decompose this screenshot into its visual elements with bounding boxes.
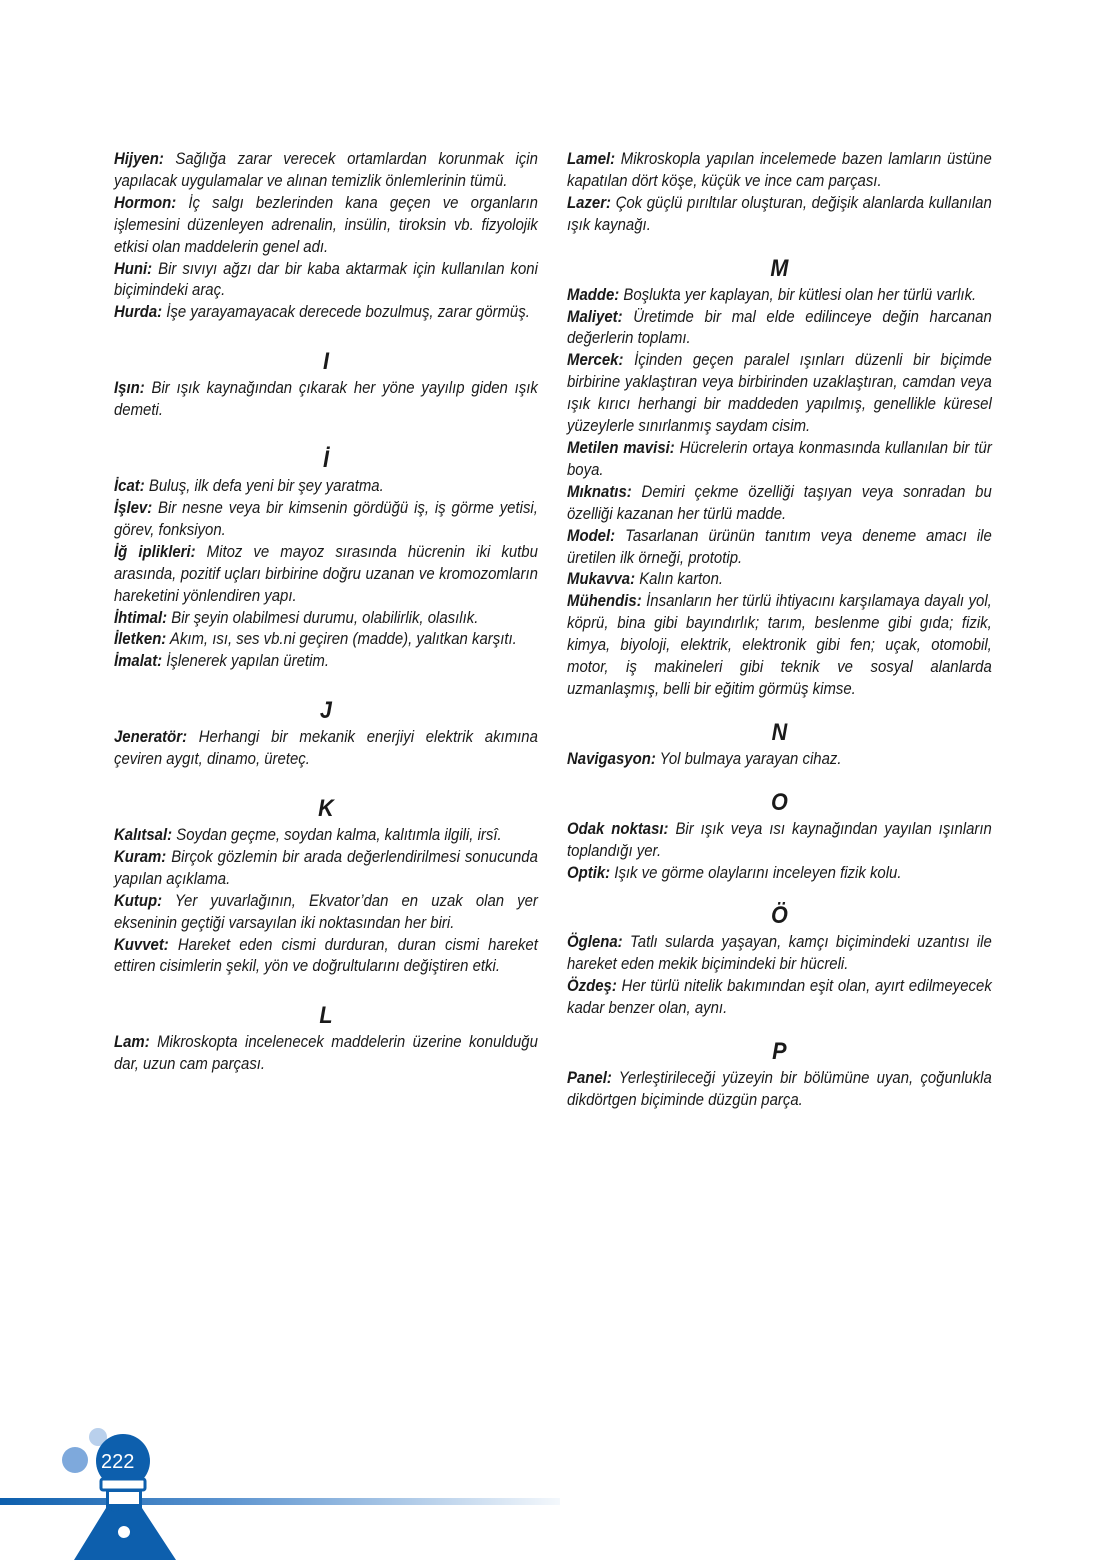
glossary-definition: İnsanların her türlü ihtiyacını karşılamaya dayalı yol, köprü, bina gibi bayındırlık; tarım, beslenme gibi gıda; fizik, kimya, biyoloji, elektrik, elektronik gibi fen; uçak, otomobil, motor, iş makineleri gibi teknik ve sosyal alanlarda uzmanlaşmış, belli bir eğitim görmüş kimse. (567, 591, 992, 698)
glossary-term: Huni: (114, 258, 153, 278)
glossary-definition: Tasarlanan ürünün tanıtım veya deneme amacı ile üretilen ilk örneği, prototip. (567, 525, 992, 567)
glossary-entry (114, 1031, 538, 1075)
glossary-entry (567, 1067, 992, 1111)
glossary-definition: Kalın karton. (635, 569, 724, 589)
glossary-definition: Bir nesne veya bir kimsenin gördüğü iş, iş görme yetisi, görev, fonksiyon. (114, 497, 538, 539)
glossary-definition: Bir sıvıyı ağzı dar bir kaba aktarmak için kullanılan koni biçimindeki araç. (114, 258, 538, 300)
glossary-term: Panel: (567, 1068, 612, 1088)
glossary-term: Kalıtsal: (114, 825, 173, 845)
glossary-entry (567, 590, 992, 700)
glossary-definition: Bir ışık veya ısı kaynağından yayılan ışınların toplandığı yer. (567, 818, 992, 860)
glossary-term: İcat: (114, 476, 145, 496)
glossary-entry (567, 284, 992, 306)
glossary-entry (567, 862, 992, 884)
glossary-definition: Boşlukta yer kaplayan, bir kütlesi olan her türlü varlık. (619, 284, 977, 304)
glossary-term: İmalat: (114, 651, 163, 671)
glossary-term: Metilen mavisi: (567, 437, 675, 457)
glossary-entry (567, 818, 992, 862)
glossary-definition: İşe yarayamayacak derecede bozulmuş, zarar görmüş. (162, 302, 530, 322)
section-letter: J (319, 697, 332, 725)
glossary-definition: Buluş, ilk defa yeni bir şey yaratma. (144, 476, 384, 496)
glossary-definition: Demiri çekme özelliği taşıyan veya sonradan bu özelliği kazanan her türlü madde. (567, 481, 992, 523)
glossary-entry (114, 934, 538, 978)
glossary-entry (114, 607, 538, 629)
glossary-definition: Bir ışık kaynağından çıkarak her yöne yayılıp giden ışık demeti. (114, 378, 538, 420)
glossary-definition: Mitoz ve mayoz sırasında hücrenin iki kutbu arasında, pozitif uçları birbirine doğru uzanan ve kromozomların hareketini yönlendiren yapı. (114, 541, 538, 605)
flask-decoration-icon (0, 1420, 200, 1560)
section-letter: I (322, 348, 329, 376)
glossary-term: Madde: (567, 284, 620, 304)
glossary-definition: Üretimde bir mal elde edilinceye değin harcanan değerlerin toplamı. (567, 306, 992, 348)
glossary-entry (114, 541, 538, 607)
glossary-term: Optik: (567, 862, 611, 882)
page-number: 222 (101, 1451, 135, 1473)
glossary-entry (114, 377, 538, 421)
glossary-term: İhtimal: (114, 607, 168, 627)
glossary-entry (567, 437, 992, 481)
glossary-term: Maliyet: (567, 306, 623, 326)
section-letter: L (319, 1002, 333, 1030)
glossary-definition: Tatlı sularda yaşayan, kamçı biçimindeki uzantısı ile hareket eden mekik biçimindeki bir hücreli. (567, 932, 992, 974)
glossary-entry (567, 481, 992, 525)
glossary-definition: Akım, ısı, ses vb.ni geçiren (madde), yalıtkan karşıtı. (166, 629, 517, 649)
glossary-term: Lazer: (567, 192, 611, 212)
glossary-term: Hormon: (114, 192, 177, 212)
glossary-entry (114, 824, 538, 846)
glossary-definition: Bir şeyin olabilmesi durumu, olabilirlik, olasılık. (167, 607, 479, 627)
glossary-entry (567, 568, 992, 590)
glossary-term: İletken: (114, 629, 167, 649)
glossary-entry (567, 748, 992, 770)
glossary-definition: İç salgı bezlerinden kana geçen ve organların işlemesini düzenleyen adrenalin, insülin, tiroksin vb. fizyolojik etkisi olan maddelerin genel adı. (114, 192, 538, 256)
glossary-definition: Yol bulmaya yarayan cihaz. (655, 748, 842, 768)
section-letter: M (770, 254, 789, 282)
glossary-entry (114, 628, 538, 650)
glossary-term: Işın: (114, 378, 145, 398)
glossary-definition: Mikroskopla yapılan incelemede bazen lamların üstüne kapatılan dört köşe, küçük ve ince cam parçası. (567, 149, 992, 190)
glossary-term: Kutup: (114, 890, 163, 910)
glossary-term: İğ iplikleri: (114, 541, 196, 561)
glossary-entry (114, 301, 538, 323)
glossary-definition: Soydan geçme, soydan kalma, kalıtımla ilgili, irsî. (172, 825, 502, 845)
glossary-entry (114, 258, 538, 302)
glossary-term: Kuvvet: (114, 934, 169, 954)
section-letter: P (772, 1038, 787, 1066)
glossary-definition: Mikroskopta incelenecek maddelerin üzerine konulduğu dar, uzun cam parçası. (114, 1032, 538, 1074)
glossary-entry (114, 192, 538, 258)
glossary-term: Mercek: (567, 350, 624, 370)
glossary-term: Model: (567, 525, 616, 545)
glossary-definition: Hareket eden cismi durduran, duran cismi hareket ettiren cisimlerin şekil, yön ve doğrultularını değiştiren etki. (114, 934, 538, 976)
section-letter: Ö (770, 902, 788, 930)
glossary-definition: Herhangi bir mekanik enerjiyi elektrik akımına çeviren aygıt, dinamo, üreteç. (114, 727, 538, 769)
section-letter: O (770, 788, 788, 816)
glossary-term: Özdeş: (567, 976, 617, 996)
glossary-definition: Çok güçlü pırıltılar oluşturan, değişik alanlarda kullanılan ışık kaynağı. (567, 192, 992, 234)
glossary-term: Odak noktası: (567, 818, 669, 838)
glossary-definition: İşlenerek yapılan üretim. (162, 651, 329, 671)
section-letter: İ (322, 446, 329, 474)
glossary-term: İşlev: (114, 497, 153, 517)
glossary-term: Mıknatıs: (567, 481, 632, 501)
glossary-entry (114, 148, 538, 192)
glossary-entry (114, 475, 538, 497)
section-letter: N (771, 718, 788, 746)
glossary-entry (114, 890, 538, 934)
glossary-term: Hijyen: (114, 149, 164, 168)
glossary-definition: Hücrelerin ortaya konmasında kullanılan bir tür boya. (567, 437, 992, 479)
glossary-term: Jeneratör: (114, 727, 188, 747)
glossary-entry (567, 349, 992, 437)
glossary-term: Mukavva: (567, 569, 636, 589)
glossary-entry (114, 726, 538, 770)
glossary-entry (114, 497, 538, 541)
glossary-entry (567, 148, 992, 192)
glossary-definition: Sağlığa zarar verecek ortamlardan korunmak için yapılacak uygulamalar ve alınan temizlik önlemlerinin tümü. (114, 149, 538, 190)
glossary-definition: Birçok gözlemin bir arada değerlendirilmesi sonucunda yapılan açıklama. (114, 846, 538, 888)
glossary-entry (567, 192, 992, 236)
glossary-entry (567, 525, 992, 569)
glossary-definition: Yerleştirileceği yüzeyin bir bölümüne uyan, çoğunlukla dikdörtgen biçiminde düzgün parça. (567, 1068, 992, 1109)
glossary-definition: Her türlü nitelik bakımından eşit olan, ayırt edilmeyecek kadar benzer olan, aynı. (567, 976, 992, 1018)
glossary-term: Mühendis: (567, 591, 642, 611)
glossary-entry (114, 846, 538, 890)
glossary-term: Kuram: (114, 846, 167, 866)
glossary-entry (114, 650, 538, 672)
glossary-term: Öglena: (567, 932, 623, 952)
left-column (114, 148, 538, 1075)
glossary-term: Navigasyon: (567, 748, 656, 768)
glossary-term: Lamel: (567, 149, 616, 168)
glossary-term: Lam: (114, 1032, 150, 1052)
glossary-entry (567, 306, 992, 350)
glossary-entry (567, 931, 992, 975)
glossary-definition: Yer yuvarlağının, Ekvator’dan en uzak olan yer ekseninin geçtiği varsayılan iki noktasından her biri. (114, 890, 538, 932)
glossary-definition: İçinden geçen paralel ışınları düzenli bir biçimde birbirine yaklaştıran veya birbirinden uzaklaştıran, camdan veya ışık kırıcı herhangi bir maddeden yapılmış, genellikle küresel yüzeylerle sınırlanmış saydam cisim. (567, 350, 992, 436)
glossary-definition: Işık ve görme olaylarını inceleyen fizik kolu. (610, 862, 902, 882)
section-letter: K (318, 795, 334, 823)
right-column (567, 148, 992, 1111)
glossary-term: Hurda: (114, 302, 163, 322)
glossary-entry (567, 975, 992, 1019)
